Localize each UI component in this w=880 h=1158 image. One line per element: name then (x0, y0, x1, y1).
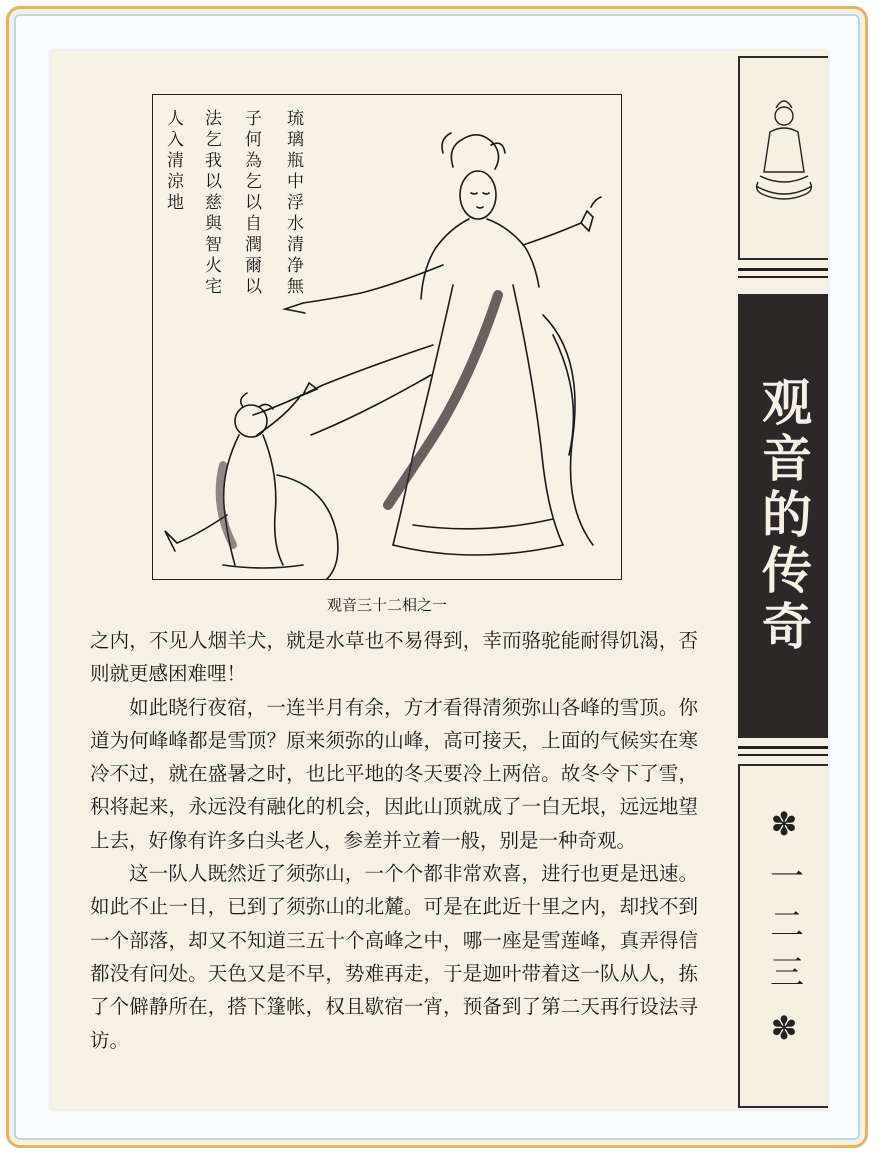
flower-icon: ✽ (770, 1009, 798, 1047)
page-number: 一二三 (763, 858, 804, 1002)
guanyin-drawing (153, 95, 621, 579)
paragraph: 如此晓行夜宿，一连半月有余，方才看得清须弥山各峰的雪顶。你道为何峰峰都是雪顶？原来须弥的山峰，高可接天，上面的气候实在寒冷不过，就在盛暑之时，也比平地的冬天要冷上两倍。故冬令下了雪，积将起来，永远没有融化的机会，因此山顶就成了一白无垠，远远地望上去，好像有许多白头老人，参差并立着一般，别是一种奇观。 (90, 695, 698, 852)
sidebar-divider (738, 268, 828, 271)
sidebar-divider (738, 746, 828, 749)
paragraph: 这一队人既然近了须弥山，一个个都非常欢喜，进行也更是迅速。如此不止一日，已到了须弥山的北麓。可是在此近十里之内，却找不到一个部落，却又不知道三五十个高峰之中，哪一座是雪莲峰，真弄得信都没有问处。天色又是不早，势难再走，于是迦叶带着这一队从人，拣了个僻静所在，搭下篷帐，权且歇宿一宵，预备到了第二天再行设法寻访。 (90, 862, 698, 1052)
body-text (90, 624, 698, 1057)
sidebar-divider (738, 754, 828, 756)
sidebar-divider (738, 276, 828, 278)
paragraph: 之内，不见人烟羊犬，就是水草也不易得到，幸而骆驼能耐得饥渴，否则就更感困难哩！ (90, 629, 698, 686)
illustration-caption: 观音三十二相之一 (326, 596, 447, 614)
seated-guanyin-icon (740, 58, 828, 258)
poem-column-2: 子何為乞以自潤爾以 (241, 109, 261, 298)
guanyin-illustration (152, 94, 622, 580)
flower-icon: ✽ (770, 805, 798, 843)
poem-column-1: 琉璃瓶中浮水清净無 (283, 109, 303, 298)
sidebar-guanyin-thumbnail (738, 56, 828, 260)
poem-column-3: 法乞我以慈與智火宅 (201, 109, 221, 298)
page-number-panel (738, 764, 828, 1108)
book-title: 观音的传奇 (738, 294, 828, 738)
poem-column-4: 人入清涼地 (163, 109, 183, 214)
book-page (50, 50, 828, 1110)
